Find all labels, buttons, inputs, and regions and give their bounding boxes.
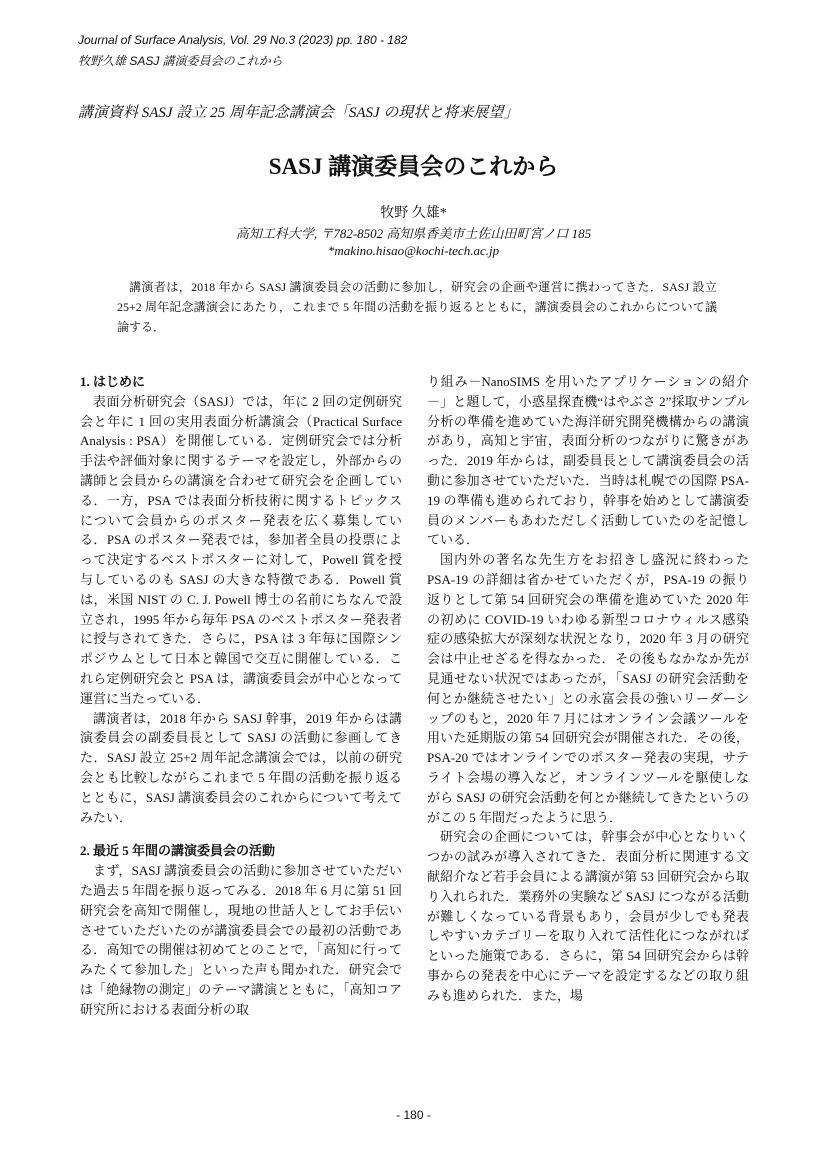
paragraph: 研究会の企画については，幹事会が中心となりいくつかの試みが導入されてきた．表面分析に関連する文献紹介など若手会員による講演が第 53 回研究会から取り入れられた．業務外の実験など SASJ につながる活動が難しくなっている背景もあり，会員が少しでも発表しやすいカテゴリーを取り入れて活性化につながればといった施策である．さらに，第 54 回研究会からは幹事からの発表を中心にテーマを設定するなどの取り組みも進められた．また，場	[427, 829, 749, 1003]
paragraph: 国内外の著名な先生方をお招きし盛況に終わった PSA-19 の詳細は省かせていただくが，PSA-19 の振り返りとして第 54 回研究会の準備を進めていた 2020 年の初めに COVID-19 いわゆる新型コロナウィルス感染症の感染拡大が深刻な状況となり，2020 年 3 月の研究会は中止せざるを得なかった．その後もなかなか先が見通せない状況ではあったが，「SASJ の研究会活動を何とか継続させたい」との永富会長の強いリーダーシップのもと，2020 年 7 月にはオンライン会議ツールを用いた延期版の第 54 回研究会が開催された．その後，PSA-20 ではオンラインでのポスター発表の実現，サテライト会場の導入など，オンラインツールを駆使しながら SASJ の研究会活動を何とか継続してきたというのがこの 5 年間だったように思う．	[427, 552, 749, 825]
author-affiliation: 高知工科大学, 〒782-8502 高知県香美市土佐山田町宮ノ口 185	[235, 226, 592, 241]
author-name: 牧野 久雄*	[380, 206, 447, 221]
page-title: SASJ 講演委員会のこれから	[268, 154, 559, 179]
page-number: - 180 -	[396, 1108, 431, 1122]
body-column-left	[80, 372, 402, 1020]
paragraph: 表面分析研究会（SASJ）では，年に 2 回の定例研究会と年に 1 回の実用表面分析講演会（Practical Surface Analysis : PSA）を開催している．定例研究会では分析手法や評価対象に関するテーマを設定し，外部からの講師と会員からの講演を合わせて研究会を企画している．一方，PSA では表面分析技術に関するトピックスについて会員からのポスター発表を広く募集している．PSA のポスター発表では，参加者全員の投票によって決定するベストポスターに対して，Powell 賞を授与しているのも SASJ の大きな特徴である．Powell 賞は，米国 NIST の C. J. Powell 博士の名前にちなんで設立され，1995 年から毎年 PSA のベストポスター発表者に授与されてきた．さらに，PSA は 3 年毎に国際シンポジウムとして日本と韓国で交互に開催している．これら定例研究会と PSA は，講演委員会が中心となって運営に当たっている．	[80, 393, 402, 706]
paragraph-continued: り組み－NanoSIMS を用いたアプリケーションの紹介－」と題して，小惑星探査機“はやぶさ 2”採取サンプル分析の準備を進めていた海洋研究開発機構からの講演があり，高知と宇宙，表面分析のつながりに驚きがあった．2019 年からは，副委員長として講演委員会の活動に参加させていただいた．当時は札幌での国際 PSA-19 の準備も進められており，幹事を始めとして講演委員のメンバーもあわただしく活動していたのを記憶している．	[427, 374, 749, 548]
running-header-short-title: 牧野久雄 SASJ 講演委員会のこれから	[78, 54, 283, 68]
section-heading-introduction: 1. はじめに	[80, 374, 146, 389]
section-heading-activities: 2. 最近 5 年間の講演委員会の活動	[80, 843, 276, 859]
author-email: *makino.hisao@kochi-tech.ac.jp	[327, 243, 500, 258]
running-header-journal: Journal of Surface Analysis, Vol. 29 No.3 (2023) pp. 180 - 182	[78, 33, 408, 47]
body-column-right	[427, 372, 749, 1006]
paragraph: 講演者は，2018 年から SASJ 幹事，2019 年からは講演委員会の副委員長として SASJ の活動に参画してきた．SASJ 設立 25+2 周年記念講演会では，以前の研究会とも比較しながらこれまで 5 年間の活動を振り返るとともに，SASJ 講演委員会のこれからについて考えてみたい．	[80, 710, 402, 825]
paragraph: まず，SASJ 講演委員会の活動に参加させていただいた過去 5 年間を振り返ってみる．2018 年 6 月に第 51 回研究会を高知で開催し，現地の世話人としてお手伝いさせていただいたのが講演委員会での最初の活動である．高知での開催は初めてとのことで，「高知に行ってみたくて参加した」といった声も聞かれた．研究会では「絶縁物の測定」のテーマ講演とともに，「高知コア研究所における表面分析の取	[80, 863, 402, 1017]
series-line: 講演資料 SASJ 設立 25 周年記念講演会「SASJ の現状と将来展望」	[78, 105, 519, 121]
abstract: 講演者は，2018 年から SASJ 講演委員会の活動に参加し，研究会の企画や運営に携わってきた．SASJ 設立 25+2 周年記念講演会にあたり，これまで 5 年間の活動を振り返るとともに，講演委員会のこれからについて議論する．	[117, 280, 717, 334]
